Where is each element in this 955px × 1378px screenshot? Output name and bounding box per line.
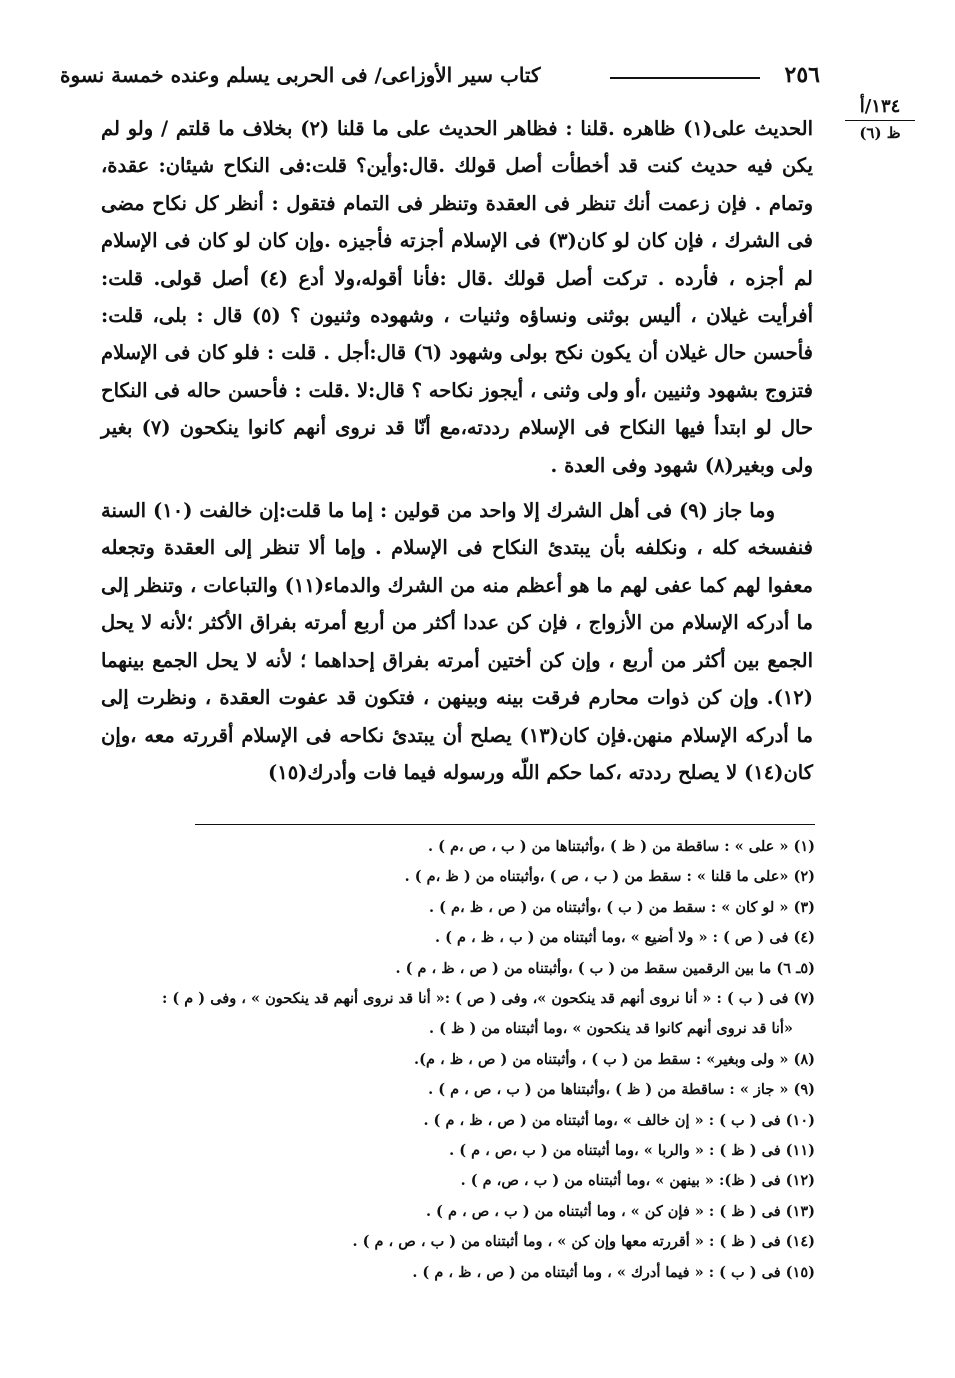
manuscript-siglum: ظ (٦) [859, 124, 901, 142]
footnote-7: (٧) فى ( ب ) : « أنا نروى أنهم قد ينكحون »، وفى ( ص ) :« أنا قد نروى أنهم قد ينكحون » ، وفى ( م ) : [161, 990, 815, 1008]
running-title: كتاب سير الأوزاعى/ فى الحربى يسلم وعنده خمسة نسوة [60, 63, 541, 87]
footnote-5-6: (٥ـ ٦) ما بين الرقمين سقط من ( ب ) ،وأثبتناه من ( ص ، ظ ، م ) . [395, 959, 815, 977]
paragraph-1: الحديث على(١) ظاهره .قلنا : فظاهر الحديث على ما قلنا (٢) بخلاف ما قلتم / ولو لم يكن فيه حديث كنت قد أخطأت أصل قولك .قال:وأين؟ قلت:فى النكاح شيئان: عقدة، وتمام . فإن زعمت أنك تنظر فى العقدة وتنظر فى التمام فتقول : أنظر كل نكاح مضى فى الشرك ، فإن كان لو كان(٣) فى الإسلام أجزته فأجيزه .وإن كان لو كان فى الإسلام لم أجزه ، فأرده . تركت أصل قولك .قال :فأنا أقوله،ولا أدع (٤) أصل قولى. قلت: أفرأيت غيلان ، أليس بوثنى ونساؤه وثنيات ، وشهوده وثنيون ؟ (٥) قال : بلى، قلت: فأحسن حال غيلان أن يكون نكح بولى وشهود (٦) قال:أجل . قلت : فلو كان فى الإسلام فتزوج بشهود وثنيين ،أو ولى وثنى ، أيجوز نكاحه ؟ قال:لا .قلت : فأحسن حاله فى النكاح حال لو ابتدأ فيها النكاح فى الإسلام رددته،مع أنّا قد نروى أنهم كانوا ينكحون (٧) بغير ولى وبغير(٨) شهود وفى العدة . [101, 117, 813, 477]
footnote-7-continued: «أنا قد نروى أنهم كانوا قد ينكحون » ،وما أثبتناه من ( ظ ) . [428, 1020, 793, 1038]
footnote-9: (٩) « جاز » : ساقطة من ( ظ ) ،وأثبتناها من ( ب ، ص ، م ) . [428, 1081, 815, 1099]
paragraph-2: وما جاز (٩) فى أهل الشرك إلا واحد من قولين : إما ما قلت:إن خالفت (١٠) السنة فنفسخه كله ، ونكلفه بأن يبتدئ النكاح فى الإسلام . وإما ألا تنظر إلى العقدة وتجعله معفوا لهم كما عفى لهم ما هو أعظم منه من الشرك والدماء(١١) والتباعات ، وتنظر إلى ما أدركه الإسلام من الأزواج ، فإن كن عددا أكثر من أربع أمرته بفراق الأكثر ؛لأنه لا يحل الجمع بين أكثر من أربع ، وإن كن أختين أمرته بفراق إحداهما ؛ لأنه لا يحل الجمع بينهما (١٢). وإن كن ذوات محارم فرقت بينه وبينهن ، فتكون قد عفوت العقدة ، ونظرت إلى ما أدركه الإسلام منهن.فإن كان(١٣) يصلح أن يبتدئ نكاحه فى الإسلام أقررته معه ،وإن كان(١٤) لا يصلح رددته ،كما حكم اللّه ورسوله فيما فات وأدرك(١٥) [101, 499, 813, 784]
footnote-10: (١٠) فى ( ب ) : « إن خالف » ،وما أثبتناه من ( ص ، ظ ، م ) . [423, 1111, 815, 1129]
footnote-15: (١٥) فى ( ب ) : « فيما أدرك » ، وما أثبتناه من ( ص ، ظ ، م ) . [412, 1263, 815, 1281]
footnote-13: (١٣) فى ( ظ ) : « فإن كن » ، وما أثبتناه من ( ب ، ص ، م ) . [425, 1202, 815, 1220]
header-rule [610, 77, 760, 79]
footnote-14: (١٤) فى ( ظ ) : « أقررته معها وإن كن » ، وما أثبتناه من ( ب ، ص ، م ) . [352, 1233, 815, 1251]
footnote-1: (١) « على » : ساقطة من ( ظ ) ،وأثبتناها من ( ب ، ص ،م ) . [428, 838, 815, 855]
footnote-separator [195, 824, 815, 825]
footnote-8: (٨) « ولى وبغير» : سقط من ( ب ) ، وأثبتناه من ( ص ، ظ ، م). [414, 1050, 815, 1068]
running-header [60, 60, 820, 94]
footnotes [70, 832, 815, 1288]
footnote-3: (٣) « لو كان » : سقط من ( ب ) ،وأثبتناه من ( ص ، ظ ،م ) . [429, 898, 815, 916]
footnote-12: (١٢) فى ( ظ): « بينهن » ،وما أثبتناه من ( ب ، ص، م ) . [460, 1172, 815, 1190]
page-number: ٢٥٦ [784, 62, 820, 88]
margin-folio-reference [845, 96, 915, 143]
folio-number: ١٣٤/أ [845, 96, 915, 121]
footnote-11: (١١) فى ( ظ ) : « والربا » ،وما أثبتناه من ( ب ،ص ، م ) . [449, 1142, 815, 1160]
main-text [101, 110, 813, 791]
footnote-2: (٢) «على ما قلنا » : سقط من ( ب ، ص ) ،وأثبتناه من ( ظ ،م ) . [404, 868, 815, 886]
footnote-4: (٤) فى ( ص ) : « ولا أضيع » ،وما أثبتناه من ( ب ، ظ ، م ) . [435, 929, 815, 947]
